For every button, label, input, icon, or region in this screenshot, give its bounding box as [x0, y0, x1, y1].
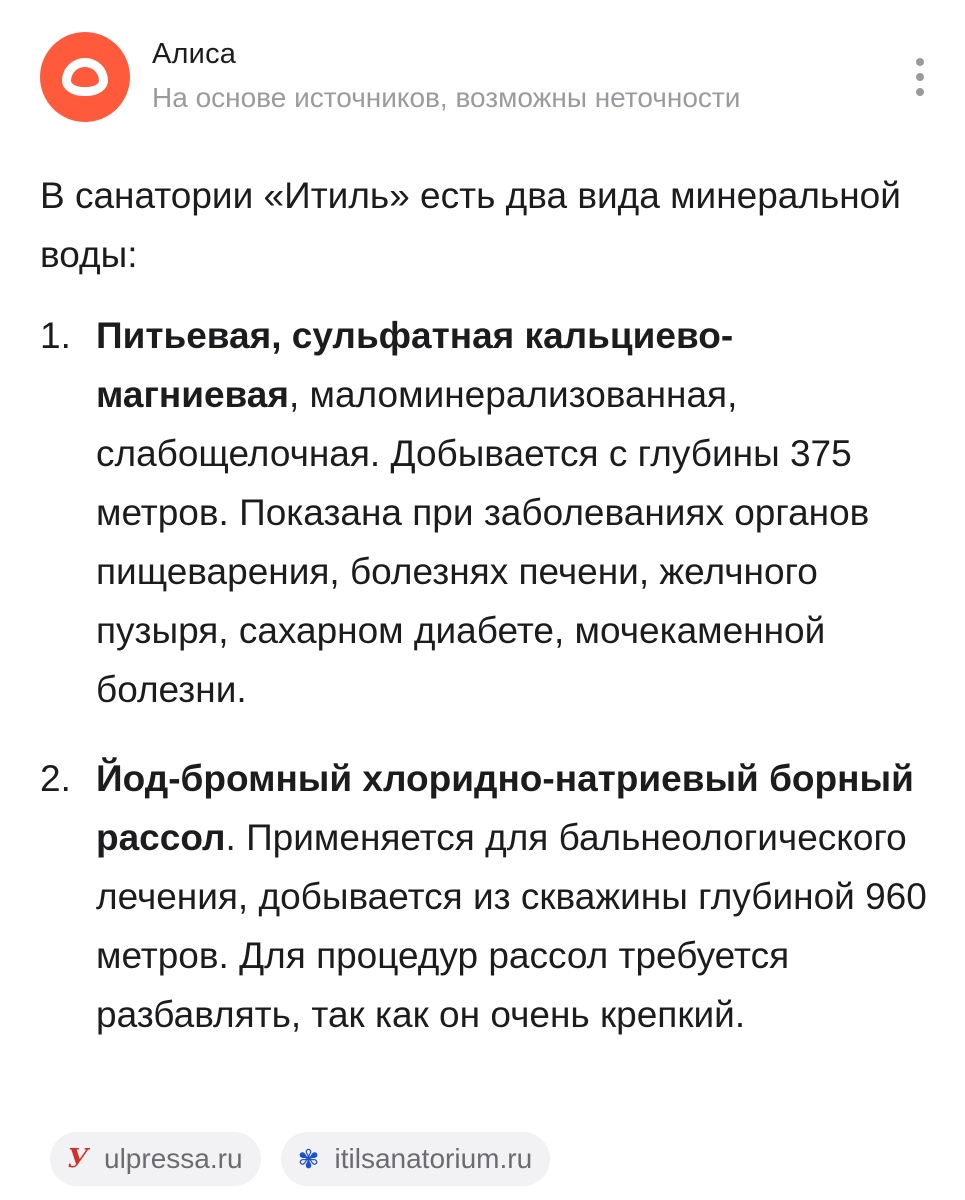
source-label: ulpressa.ru: [104, 1143, 243, 1174]
sources-disclaimer: На основе источников, возможны неточности: [152, 82, 741, 113]
list-item-number: 2.: [40, 758, 71, 799]
ulpressa-favicon-icon: У: [67, 1144, 89, 1174]
answer-intro: В санатории «Итиль» есть два вида минеральной воды:: [40, 175, 901, 275]
list-item-title: Питьевая, сульфатная кальциево-магниевая: [96, 315, 734, 415]
itilsanatorium-favicon-icon: ✾: [297, 1144, 320, 1174]
author-name: Алиса: [152, 38, 237, 70]
source-chip-ulpressa[interactable]: [50, 1132, 261, 1186]
list-item-number: 1.: [40, 315, 71, 356]
source-chips: [50, 1132, 550, 1186]
alice-logo-icon: [40, 32, 130, 122]
kebab-menu-icon[interactable]: [912, 58, 928, 102]
list-item-title: Йод-бромный хлоридно-натриевый борный рассол: [96, 758, 914, 858]
answer-list: [40, 306, 930, 1044]
list-item: [40, 306, 930, 719]
source-chip-itilsanatorium[interactable]: [281, 1132, 551, 1186]
source-label: itilsanatorium.ru: [334, 1143, 533, 1174]
answer-header: [40, 32, 940, 122]
list-item: [40, 749, 930, 1044]
list-item-text: , маломинерализованная, слабощелочная. Добывается с глубины 375 метров. Показана при заболеваниях органов пищеварения, болезнях печени, желчного пузыря, сахарном диабете, мочекаменной болезни.: [96, 374, 870, 710]
list-item-text: . Применяется для бальнеологического лечения, добывается из скважины глубиной 960 метров. Для процедур рассол требуется разбавлять, так как он очень крепкий.: [96, 817, 927, 1035]
